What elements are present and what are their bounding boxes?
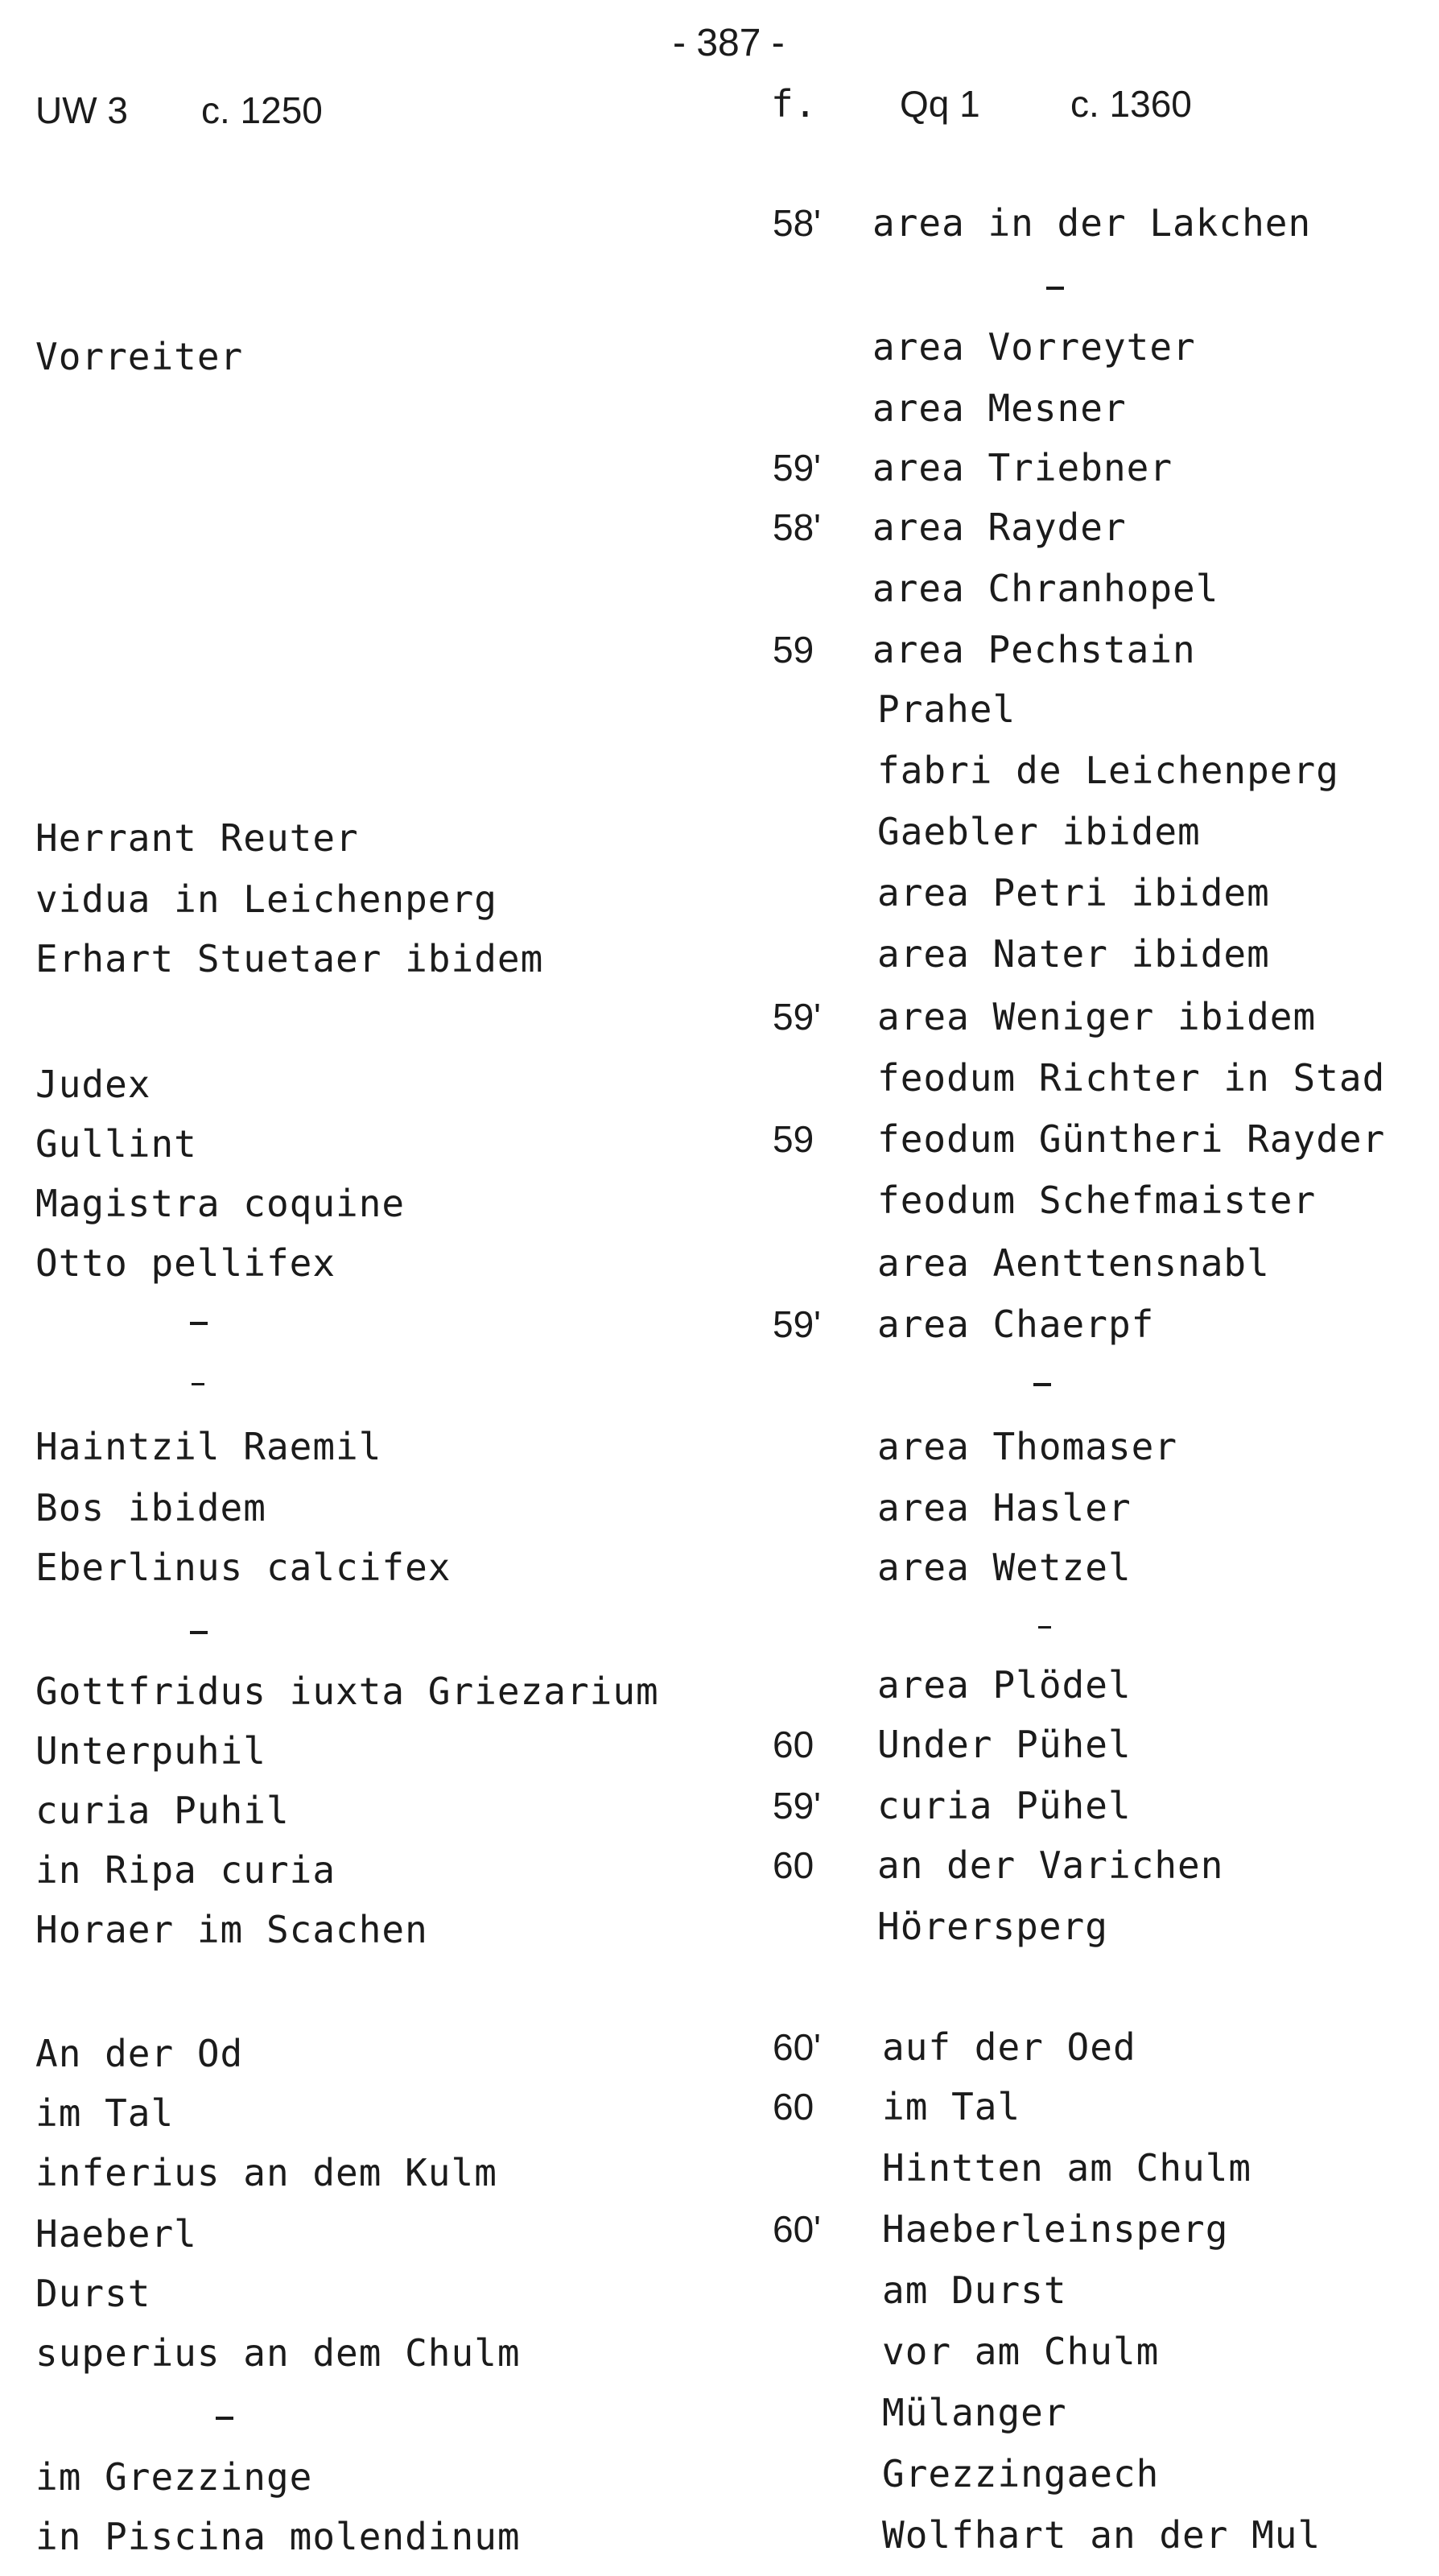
left-entry: im Grezzinge [35, 2455, 313, 2499]
right-folio-header: f. [771, 82, 818, 126]
right-entry: area Triebner [872, 446, 1173, 489]
right-entry: area Vorreyter [872, 325, 1196, 369]
right-entry: area Aenttensnabl [877, 1241, 1270, 1285]
right-entry: area Wetzel [877, 1546, 1132, 1589]
left-entry: Gullint [35, 1122, 197, 1166]
left-entry: Judex [35, 1063, 151, 1106]
right-entry: an der Varichen [877, 1843, 1224, 1887]
left-entry: Vorreiter [35, 335, 244, 378]
left-entry: superius an dem Chulm [35, 2331, 521, 2375]
page-number: - 387 - [673, 22, 785, 64]
right-entry: Prahel [877, 687, 1016, 731]
right-entry: auf der Oed [882, 2025, 1136, 2069]
left-entry: curia Puhil [35, 1789, 290, 1832]
omission-dash [190, 1322, 208, 1325]
right-entry: Haeberleinsperg [882, 2207, 1229, 2251]
left-entry: Erhart Stuetaer ibidem [35, 937, 544, 980]
right-entry: area Hasler [877, 1486, 1132, 1530]
left-entry: Horaer im Scachen [35, 1908, 428, 1951]
left-siglum: UW 3 [35, 89, 128, 131]
left-entry: An der Od [35, 2032, 244, 2075]
right-entry: feodum Schefmaister [877, 1179, 1317, 1222]
right-entry: am Durst [882, 2268, 1067, 2312]
folio-number: 60 [773, 1844, 814, 1886]
left-entry: Haeberl [35, 2212, 197, 2256]
right-entry: area Rayder [872, 506, 1127, 549]
folio-number: 59' [773, 996, 821, 1038]
omission-dash [192, 1383, 204, 1385]
right-entry: Hörersperg [877, 1905, 1108, 1948]
right-entry: area in der Lakchen [872, 201, 1312, 245]
folio-number: 59' [773, 1303, 821, 1345]
right-entry: Gaebler ibidem [877, 810, 1201, 853]
right-entry: area Nater ibidem [877, 932, 1270, 976]
right-entry: area Chranhopel [872, 567, 1219, 610]
left-entry: in Piscina molendinum [35, 2515, 521, 2558]
omission-dash [216, 2417, 233, 2420]
right-entry: Wolfhart an der Mul [882, 2513, 1321, 2557]
folio-number: 60' [773, 2026, 821, 2068]
folio-number: 60' [773, 2208, 821, 2250]
omission-dash [1038, 1626, 1051, 1629]
right-entry: feodum Güntheri Rayder [877, 1117, 1386, 1161]
right-entry: area Weniger ibidem [877, 995, 1317, 1038]
folio-number: 59 [773, 629, 814, 671]
folio-number: 58' [773, 506, 821, 548]
folio-number: 58' [773, 202, 821, 244]
left-entry: im Tal [35, 2091, 175, 2135]
left-entry: Gottfridus iuxta Griezarium [35, 1670, 659, 1713]
right-entry: curia Pühel [877, 1784, 1132, 1827]
right-entry: area Thomaser [877, 1425, 1178, 1468]
right-entry: area Petri ibidem [877, 871, 1270, 914]
folio-number: 59 [773, 1118, 814, 1160]
left-entry: inferius an dem Kulm [35, 2151, 497, 2194]
right-entry: fabri de Leichenperg [877, 749, 1339, 792]
left-entry: Eberlinus calcifex [35, 1546, 451, 1589]
right-date: c. 1360 [1070, 83, 1192, 125]
left-entry: vidua in Leichenperg [35, 877, 497, 921]
left-date: c. 1250 [201, 89, 323, 131]
left-entry: in Ripa curia [35, 1848, 336, 1892]
left-entry: Haintzil Raemil [35, 1425, 382, 1468]
right-entry: Under Pühel [877, 1723, 1132, 1766]
right-entry: area Pechstain [872, 628, 1196, 671]
omission-dash [190, 1631, 208, 1634]
right-entry: Grezzingaech [882, 2452, 1160, 2496]
right-entry: feodum Richter in Stad [877, 1056, 1386, 1100]
folio-number: 60 [773, 2086, 814, 2128]
right-entry: Hintten am Chulm [882, 2146, 1252, 2190]
right-entry: area Mesner [872, 386, 1127, 430]
right-entry: vor am Chulm [882, 2330, 1160, 2373]
left-entry: Durst [35, 2272, 151, 2315]
left-entry: Magistra coquine [35, 1182, 406, 1225]
right-entry: im Tal [882, 2085, 1021, 2128]
folio-number: 60 [773, 1724, 814, 1765]
left-entry: Bos ibidem [35, 1486, 266, 1530]
left-entry: Herrant Reuter [35, 816, 359, 860]
right-entry: Mülanger [882, 2391, 1067, 2434]
omission-dash [1046, 287, 1064, 290]
left-entry: Unterpuhil [35, 1729, 266, 1773]
folio-number: 59' [773, 447, 821, 489]
right-siglum: Qq 1 [900, 83, 980, 125]
folio-number: 59' [773, 1785, 821, 1827]
left-entry: Otto pellifex [35, 1241, 336, 1285]
right-entry: area Chaerpf [877, 1302, 1155, 1346]
omission-dash [1033, 1383, 1051, 1386]
right-entry: area Plödel [877, 1663, 1132, 1707]
